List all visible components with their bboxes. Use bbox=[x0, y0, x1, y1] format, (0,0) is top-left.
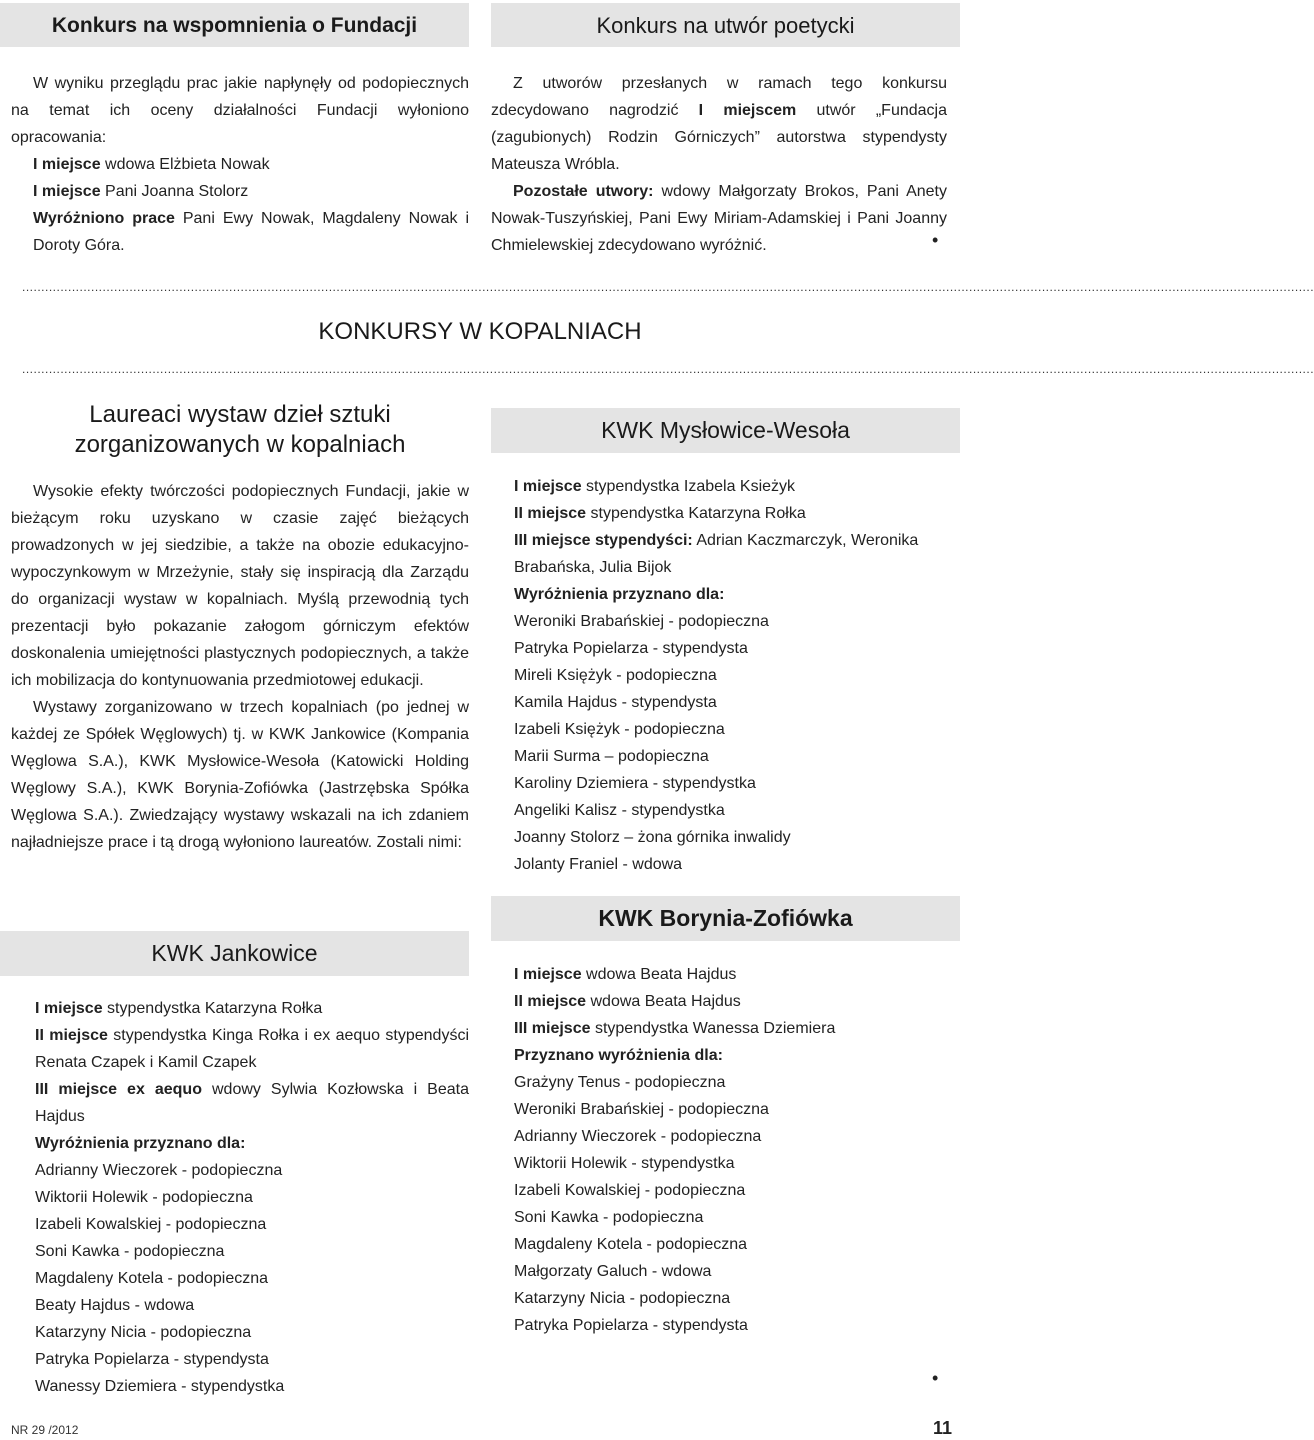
myslowice-place-label: II miejsce bbox=[514, 505, 587, 522]
borynia-place-text: wdowa Beata Hajdus bbox=[586, 993, 741, 1010]
wspomnienia-title-box bbox=[0, 3, 469, 47]
poetycki-paragraph-2 bbox=[491, 178, 947, 259]
borynia-place-text: stypendystka Wanessa Dziemiera bbox=[590, 1020, 836, 1037]
wspomnienia-title: Konkurs na wspomnienia o Fundacji bbox=[51, 14, 418, 37]
laureates-paragraph-2: Wystawy zorganizowano w trzech kopalniach (po jednej w każdej ze Spółek Węglowych) tj. w KWK Jankowice (Kompania Węglowa S.A.), KWK Mysłowice-Wesoła (Katowicki Holding Węglowy S.A.), KWK Borynia-Zofiówka (Jastrzębska Spółka Węglowa S.A.). Zwiedzający wystawy wskazali na ich zdaniem najładniejsze prace i tą drogą wyłoniono laureatów. Zostali nimi: bbox=[11, 699, 469, 851]
borynia-award-item: Soni Kawka - podopieczna bbox=[514, 1209, 704, 1226]
wspomnienia-place-label: I miejsce bbox=[33, 183, 101, 200]
myslowice-place-1 bbox=[514, 473, 954, 500]
myslowice-title: KWK Mysłowice-Wesoła bbox=[601, 417, 850, 443]
poetycki-p1-c: utwór „Fundacja (zagubionych) Rodzin Górniczych” autorstwa stypendysty Mateusza Wróbla. bbox=[491, 102, 948, 173]
wspomnienia-place-1 bbox=[11, 151, 469, 178]
borynia-place-text: wdowa Beata Hajdus bbox=[581, 966, 737, 983]
wspomnienia-place-text: Pani Joanna Stolorz bbox=[100, 183, 249, 200]
myslowice-title-box bbox=[491, 408, 960, 453]
myslowice-body bbox=[514, 473, 954, 878]
jankowice-award-item: Izabeli Kowalskiej - podopieczna bbox=[35, 1216, 267, 1233]
end-bullet-bottom: • bbox=[932, 1368, 939, 1388]
myslowice-award-item: Izabeli Księżyk - podopieczna bbox=[514, 721, 725, 738]
laureates-body bbox=[11, 478, 469, 856]
wspomnienia-place-label: I miejsce bbox=[33, 156, 101, 173]
wspomnienia-intro: W wyniku przeglądu prac jakie napłynęły od podopiecznych na temat ich oceny działalności Fundacji wyłoniono opracowania: bbox=[11, 75, 469, 146]
jankowice-award-item: Adrianny Wieczorek - podopieczna bbox=[35, 1162, 283, 1179]
laureates-paragraph-1: Wysokie efekty twórczości podopiecznych Fundacji, jakie w bieżącym roku uzyskano w czasie zajęć bieżących prowadzonych w jej siedzibie, a także na obozie edukacyjno-wypoczynkowym w Mrzeżynie, stały się inspiracją dla Zarządu do organizacji wystaw w kopalniach. Myślą przewodnią tych prezentacji było pokazanie załogom górniczym efektów doskonalenia umiejętności plastycznych podopiecznych, a także ich mobilizacja do kontynuowania przedmiotowej edukacji. bbox=[11, 483, 469, 689]
laureates-heading-line-2: zorganizowanych w kopalniach bbox=[74, 431, 406, 458]
borynia-place-2 bbox=[514, 988, 954, 1015]
jankowice-title-box bbox=[0, 931, 469, 976]
laureates-heading-line-1: Laureaci wystaw dzieł sztuki bbox=[89, 401, 391, 428]
jankowice-place-text: stypendystka Katarzyna Rołka bbox=[102, 1000, 323, 1017]
footer-issue: NR 29 /2012 bbox=[11, 1423, 79, 1437]
jankowice-place-label: III miejsce ex aequo bbox=[35, 1081, 202, 1098]
jankowice-awards-label bbox=[35, 1130, 469, 1157]
jankowice-place-text: stypendystka Kinga Rołka i ex aequo stypendyści Renata Czapek i Kamil Czapek bbox=[35, 1027, 469, 1071]
myslowice-award-item: Marii Surma – podopieczna bbox=[514, 748, 709, 765]
myslowice-awards bbox=[514, 608, 954, 878]
myslowice-place-label: I miejsce bbox=[514, 478, 582, 495]
jankowice-place-3 bbox=[35, 1076, 469, 1130]
poetycki-p2-bold: Pozostałe utwory: bbox=[513, 183, 654, 200]
footer-page-number: 11 bbox=[932, 1418, 952, 1438]
jankowice-awards-label-text: Wyróżnienia przyznano dla: bbox=[35, 1135, 246, 1152]
wspomnienia-place-text: Pani Ewy Nowak, Magdaleny Nowak i Doroty Góra. bbox=[33, 210, 469, 254]
myslowice-award-item: Angeliki Kalisz - stypendystka bbox=[514, 802, 725, 819]
jankowice-award-item: Wiktorii Holewik - podopieczna bbox=[35, 1189, 253, 1206]
wspomnienia-body bbox=[11, 70, 469, 259]
separator-bottom: ................................................................................................................................................................................................................................................................................................................................................. bbox=[22, 362, 1314, 376]
wspomnienia-place-3 bbox=[11, 205, 469, 259]
jankowice-body bbox=[11, 995, 469, 1400]
borynia-award-item: Małgorzaty Galuch - wdowa bbox=[514, 1263, 712, 1280]
laureates-heading bbox=[0, 400, 480, 460]
borynia-awards-label-text: Przyznano wyróżnienia dla: bbox=[514, 1047, 723, 1064]
myslowice-awards-label bbox=[514, 581, 954, 608]
wspomnienia-place-text: wdowa Elżbieta Nowak bbox=[100, 156, 270, 173]
myslowice-places bbox=[514, 473, 954, 581]
jankowice-place-2 bbox=[35, 1022, 469, 1076]
poetycki-body bbox=[491, 70, 947, 259]
borynia-place-label: II miejsce bbox=[514, 993, 587, 1010]
poetycki-paragraph-1 bbox=[491, 70, 947, 178]
jankowice-award-item: Beaty Hajdus - wdowa bbox=[35, 1297, 195, 1314]
myslowice-place-text: stypendystka Izabela Ksieżyk bbox=[581, 478, 796, 495]
end-bullet-top: • bbox=[932, 230, 939, 250]
jankowice-places bbox=[35, 995, 469, 1130]
myslowice-place-label: III miejsce stypendyści: bbox=[514, 532, 693, 549]
borynia-award-item: Izabeli Kowalskiej - podopieczna bbox=[514, 1182, 746, 1199]
myslowice-award-item: Weroniki Brabańskiej - podopieczna bbox=[514, 613, 769, 630]
myslowice-award-item: Patryka Popielarza - stypendysta bbox=[514, 640, 748, 657]
borynia-award-item: Patryka Popielarza - stypendysta bbox=[514, 1317, 748, 1334]
jankowice-place-text: wdowy Sylwia Kozłowska i Beata Hajdus bbox=[35, 1081, 469, 1125]
borynia-award-item: Wiktorii Holewik - stypendystka bbox=[514, 1155, 735, 1172]
borynia-title: KWK Borynia-Zofiówka bbox=[598, 905, 853, 931]
borynia-place-1 bbox=[514, 961, 954, 988]
poetycki-p2-b: wdowy Małgorzaty Brokos, Pani Anety Nowak-Tuszyńskiej, Pani Ewy Miriam-Adamskiej i Pani Joanny Chmielewskiej zdecydowano wyróżnić. bbox=[491, 183, 948, 254]
jankowice-title: KWK Jankowice bbox=[151, 940, 318, 966]
borynia-place-label: III miejsce bbox=[514, 1020, 591, 1037]
myslowice-award-item: Jolanty Franiel - wdowa bbox=[514, 856, 683, 873]
borynia-award-item: Magdaleny Kotela - podopieczna bbox=[514, 1236, 748, 1253]
jankowice-place-1 bbox=[35, 995, 469, 1022]
myslowice-award-item: Kamila Hajdus - stypendysta bbox=[514, 694, 717, 711]
borynia-body bbox=[514, 961, 954, 1339]
myslowice-award-item: Mireli Księżyk - podopieczna bbox=[514, 667, 717, 684]
jankowice-place-label: I miejsce bbox=[35, 1000, 103, 1017]
jankowice-award-item: Katarzyny Nicia - podopieczna bbox=[35, 1324, 252, 1341]
poetycki-p1-a: Z utworów przesłanych w ramach tego konkursu zdecydowano nagrodzić bbox=[491, 75, 947, 119]
borynia-awards-label bbox=[514, 1042, 954, 1069]
jankowice-place-label: II miejsce bbox=[35, 1027, 108, 1044]
borynia-award-item: Adrianny Wieczorek - podopieczna bbox=[514, 1128, 762, 1145]
jankowice-award-item: Soni Kawka - podopieczna bbox=[35, 1243, 225, 1260]
poetycki-p1-bold: I miejscem bbox=[698, 102, 797, 119]
myslowice-place-text: Adrian Kaczmarczyk, Weronika Brabańska, Julia Bijok bbox=[514, 532, 919, 576]
myslowice-place-3 bbox=[514, 527, 954, 581]
section-title: KONKURSY W KOPALNIACH bbox=[318, 318, 642, 345]
borynia-award-item: Katarzyny Nicia - podopieczna bbox=[514, 1290, 731, 1307]
separator-top: ................................................................................................................................................................................................................................................................................................................................................. bbox=[22, 280, 1314, 294]
borynia-place-label: I miejsce bbox=[514, 966, 582, 983]
borynia-award-item: Weroniki Brabańskiej - podopieczna bbox=[514, 1101, 769, 1118]
jankowice-award-item: Wanessy Dziemiera - stypendystka bbox=[35, 1378, 285, 1395]
myslowice-award-item: Karoliny Dziemiera - stypendystka bbox=[514, 775, 756, 792]
jankowice-awards bbox=[35, 1157, 469, 1400]
poetycki-title: Konkurs na utwór poetycki bbox=[596, 13, 855, 38]
jankowice-award-item: Magdaleny Kotela - podopieczna bbox=[35, 1270, 269, 1287]
poetycki-title-box bbox=[491, 3, 960, 47]
myslowice-awards-label-text: Wyróżnienia przyznano dla: bbox=[514, 586, 725, 603]
borynia-title-box bbox=[491, 896, 960, 941]
borynia-awards bbox=[514, 1069, 954, 1339]
wspomnienia-place-2 bbox=[11, 178, 469, 205]
borynia-places bbox=[514, 961, 954, 1042]
wspomnienia-place-label: Wyróżniono prace bbox=[33, 210, 175, 227]
borynia-place-3 bbox=[514, 1015, 954, 1042]
borynia-award-item: Grażyny Tenus - podopieczna bbox=[514, 1074, 726, 1091]
myslowice-place-text: stypendystka Katarzyna Rołka bbox=[586, 505, 806, 522]
wspomnienia-list bbox=[11, 151, 469, 259]
myslowice-award-item: Joanny Stolorz – żona górnika inwalidy bbox=[514, 829, 791, 846]
myslowice-place-2 bbox=[514, 500, 954, 527]
jankowice-award-item: Patryka Popielarza - stypendysta bbox=[35, 1351, 269, 1368]
